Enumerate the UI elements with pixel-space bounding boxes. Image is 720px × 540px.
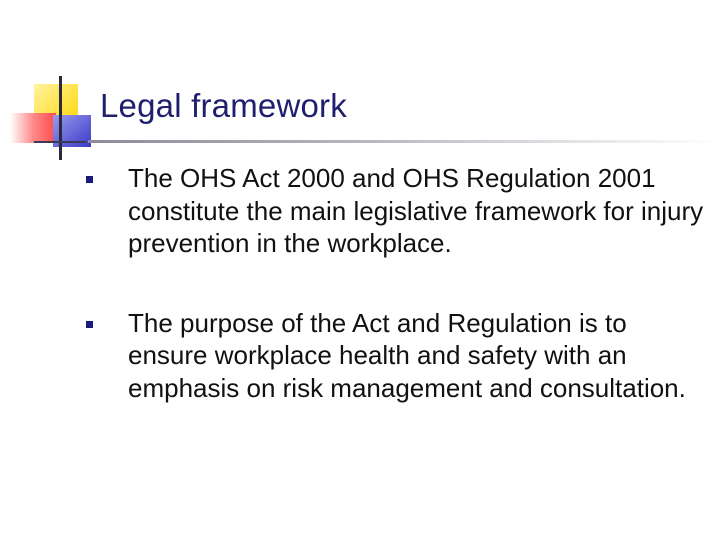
bullet-item xyxy=(86,307,711,405)
bullet-text: The OHS Act 2000 and OHS Regulation 2001 constitute the main legislative framework for injury prevention in the workplace. xyxy=(128,163,704,258)
title-deco-red-bar xyxy=(10,113,56,143)
bullet-text: The purpose of the Act and Regulation is to ensure workplace health and safety with an emphasis on risk management and consultation. xyxy=(128,307,686,403)
title-deco-horizontal-line xyxy=(34,141,86,143)
square-bullet-icon xyxy=(86,321,93,328)
title-deco-vertical-line xyxy=(59,76,62,160)
bullet-list xyxy=(86,162,711,451)
title-underline xyxy=(88,140,720,143)
bullet-item xyxy=(86,162,711,260)
slide-title: Legal framework xyxy=(100,87,347,124)
square-bullet-icon xyxy=(86,176,93,183)
